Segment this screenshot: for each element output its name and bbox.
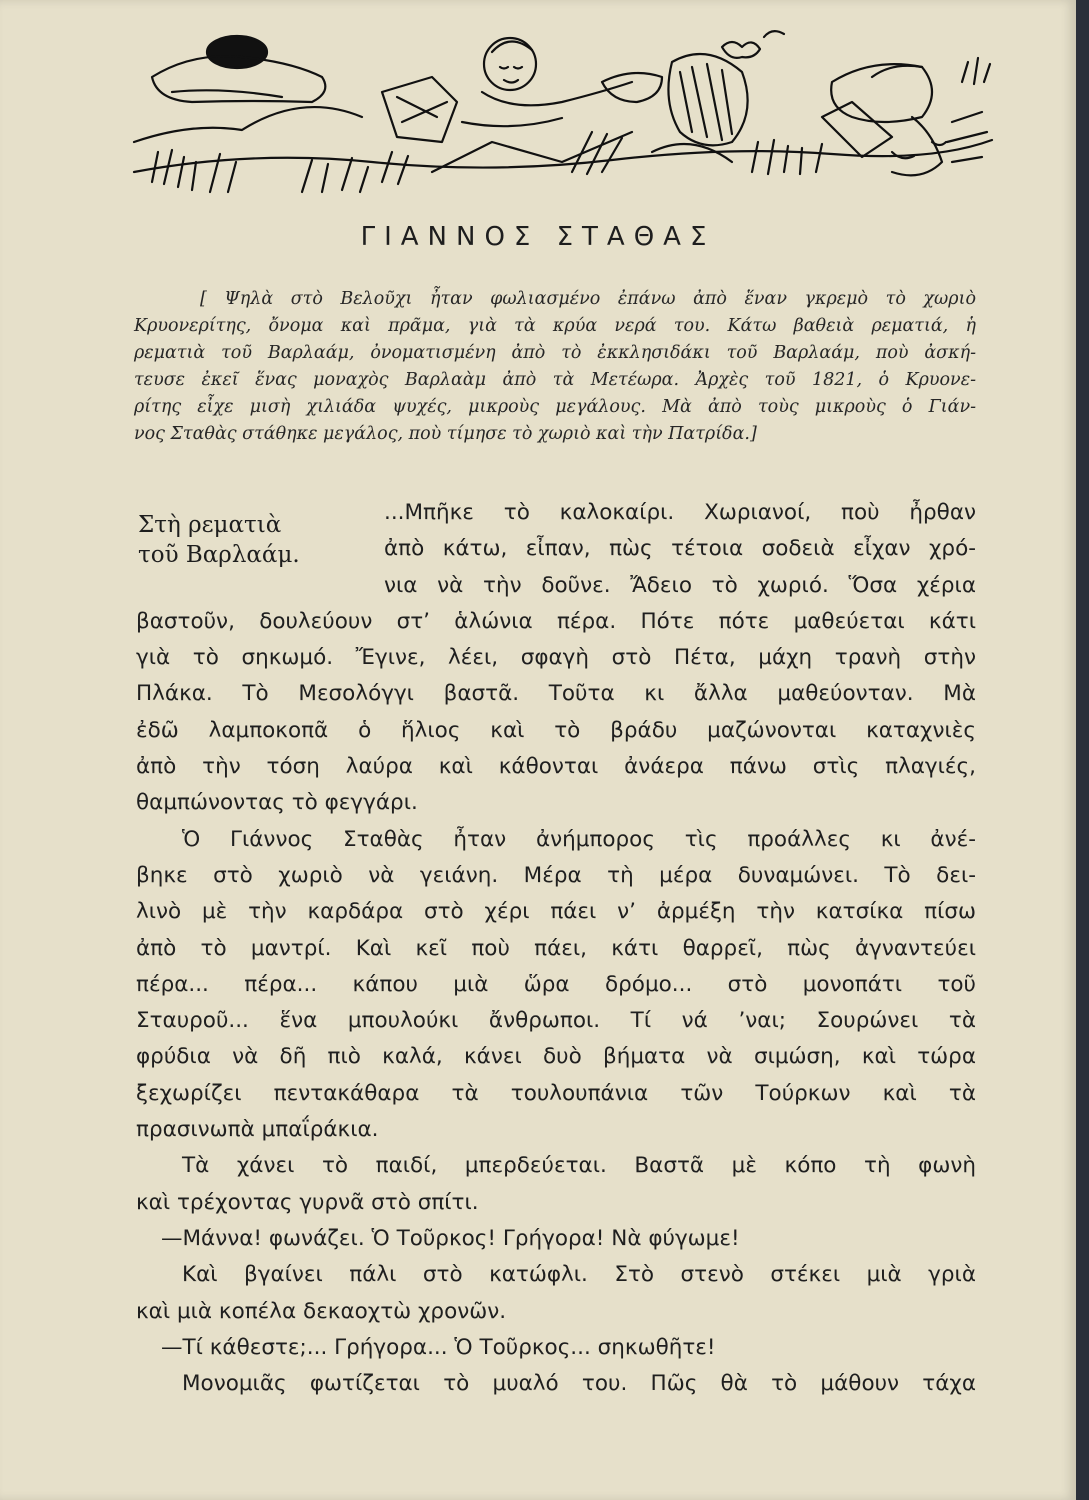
body-line: νια νὰ τὴν δοῦνε. Ἄδειο τὸ χωριό. Ὅσα χέρια (384, 572, 976, 598)
body-line: Τὰ χάνει τὸ παιδί, μπερδεύεται. Βαστᾶ μὲ κόπο τὴ φωνὴ (182, 1153, 976, 1179)
body-line: Καὶ βγαίνει πάλι στὸ κατώφλι. Στὸ στενὸ στέκει μιὰ γριὰ (182, 1262, 976, 1288)
body-line: ἀπὸ κάτω, εἶπαν, πὼς τέτοια σοδειὰ εἶχαν χρό- (384, 536, 976, 562)
body-line: —Μάννα! φωνάζει. Ὁ Τοῦρκος! Γρήγορα! Νὰ φύγωμε! (161, 1225, 740, 1251)
body-line: λινὸ μὲ τὴν καρδάρα στὸ χέρι πάει ν’ ἀρμέξη τὴν κατσίκα πίσω (136, 899, 976, 925)
body-line: φρύδια νὰ δῆ πιὸ καλά, κάνει δυὸ βήματα νὰ σιμώση, καὶ τώρα (136, 1044, 976, 1070)
intro-paragraph (134, 286, 976, 448)
body-line: Πλάκα. Τὸ Μεσολόγγι βαστᾶ. Τοῦτα κι ἄλλα μαθεύονταν. Μὰ (136, 681, 976, 707)
body-line: θαμπώνοντας τὸ φεγγάρι. (136, 790, 418, 816)
margin-subheading-line: τοῦ Βαρλαάμ. (138, 542, 300, 568)
body-line: Σταυροῦ... ἕνα μπουλούκι ἄνθρωποι. Τί νά ’ναι; Σουρώνει τὰ (136, 1008, 976, 1034)
intro-line: νος Σταθὰς στάθηκε μεγάλος, ποὺ τίμησε τὸ χωριὸ καὶ τὴν Πατρίδα.] (134, 424, 757, 444)
body-line: βαστοῦν, δουλεύουν στ’ ἁλώνια πέρα. Πότε πότε μαθεύεται κάτι (136, 608, 976, 634)
intro-line: Κρυονερίτης, ὄνομα καὶ πρᾶμα, γιὰ τὰ κρύα νερά του. Κάτω βαθειὰ ρεματιά, ἡ (134, 316, 976, 336)
body-line: γιὰ τὸ σηκωμό. Ἔγινε, λέει, σφαγὴ στὸ Πέτα, μάχη τρανὴ στὴν (136, 645, 976, 671)
body-line: ἀπὸ τὴν τόση λαύρα καὶ κάθονται ἀνάερα πάνω στὶς πλαγιές, (136, 754, 976, 780)
body-line: ἐδῶ λαμποκοπᾶ ὁ ἥλιος καὶ τὸ βράδυ μαζώνονται καταχνιὲς (136, 717, 976, 743)
margin-subheading-line: Στὴ ρεματιὰ (138, 512, 282, 538)
body-line: Ὁ Γιάννος Σταθὰς ἦταν ἀνήμπορος τὶς προάλλες κι ἀνέ- (182, 826, 976, 852)
story-title: ΓΙΑΝΝΟΣ ΣΤΑΘΑΣ (360, 222, 716, 252)
body-line: —Τί κάθεστε;... Γρήγορα... Ὁ Τοῦρκος... σηκωθῆτε! (161, 1334, 716, 1360)
intro-line: τευσε ἐκεῖ ἕνας μοναχὸς Βαρλαὰμ ἀπὸ τὰ Μετέωρα. Ἀρχὲς τοῦ 1821, ὁ Κρυονε- (134, 370, 976, 390)
body-line: Μονομιᾶς φωτίζεται τὸ μυαλό του. Πῶς θὰ τὸ μάθουν τάχα (182, 1371, 976, 1397)
body-line: ξεχωρίζει πεντακάθαρα τὰ τουλουπάνια τῶν Τούρκων καὶ τὰ (136, 1080, 976, 1106)
body-line: πρασινωπὰ μπαΐράκια. (136, 1117, 379, 1143)
intro-line: [ Ψηλὰ στὸ Βελοῦχι ἦταν φωλιασμένο ἐπάνω ἀπὸ ἕναν γκρεμὸ τὸ χωριὸ (200, 289, 976, 309)
body-line: βηκε στὸ χωριὸ νὰ γειάνη. Μέρα τὴ μέρα δυναμώνει. Τὸ δει- (136, 862, 976, 888)
intro-line: ρίτης εἶχε μισὴ χιλιάδα ψυχές, μικροὺς μεγάλους. Μὰ ἀπὸ τοὺς μικροὺς ὁ Γιάν- (134, 397, 976, 417)
body-line: καὶ μιὰ κοπέλα δεκαοχτὼ χρονῶν. (136, 1298, 507, 1324)
body-line: ...Μπῆκε τὸ καλοκαίρι. Χωριανοί, ποὺ ἦρθαν (384, 500, 976, 525)
story-body (136, 495, 976, 1402)
intro-line: ρεματιὰ τοῦ Βαρλαάμ, ὀνοματισμένη ἀπὸ τὸ ἐκκλησιδάκι τοῦ Βαρλαάμ, ποὺ ἀσκή- (134, 343, 976, 363)
body-line: ἀπὸ τὸ μαντρί. Καὶ κεῖ ποὺ πάει, κάτι θαρρεῖ, πὼς ἀγναντεύει (136, 935, 976, 961)
body-line: καὶ τρέχοντας γυρνᾶ στὸ σπίτι. (136, 1189, 479, 1215)
header-illustration (132, 22, 994, 197)
body-line: πέρα... πέρα... κάπου μιὰ ὥρα δρόμο... στὸ μονοπάτι τοῦ (136, 971, 976, 997)
